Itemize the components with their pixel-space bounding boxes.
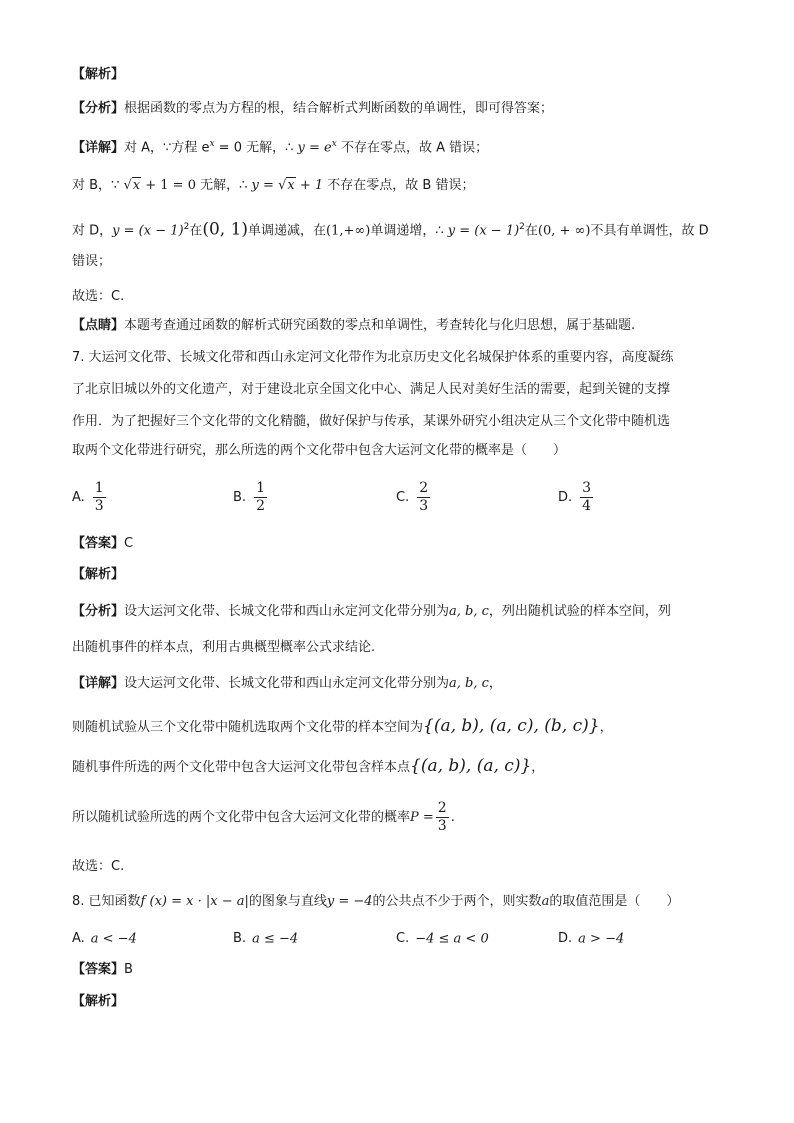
q6-d-int3: (0, + ∞) [537, 223, 591, 239]
q6-line-d: 对 D，$y = (x - 1)^2$在(0, 1)单调递减，在(1,+∞)单调递增，∴ $y = (x - 1)^2$在(0, + ∞)不具有单调性，故 D [72, 219, 709, 240]
therefore-symbol-icon: ∴ [285, 140, 294, 156]
q7-xiangjie-post: ， [488, 676, 502, 691]
q8-stem [72, 892, 754, 912]
fraction [93, 480, 106, 515]
option-label: D. [558, 931, 573, 946]
q6-dianjing-text: 本题考查通过函数的解析式研究函数的零点和单调性，考查转化与化归思想，属于基础题. [124, 318, 636, 333]
q7-option-b [233, 480, 269, 515]
q7-fenxi-post: ，列出随机试验的样本空间，列 [488, 604, 671, 619]
numerator: 1 [94, 480, 104, 496]
option-text: −4 ≤ a < 0 [415, 931, 489, 947]
option-label: B. [233, 489, 247, 505]
q8-answer-tag: 【答案】 [72, 962, 125, 977]
q6-jiexi-heading: 【解析】 [72, 67, 125, 82]
q6-d-int2: (1,+∞) [326, 223, 371, 239]
q6-fenxi [72, 99, 754, 119]
q8-stem-mid: 的图象与直线 [248, 894, 327, 909]
denominator: 3 [437, 818, 447, 834]
q7-xiangjie-line4: 所以随机试验所选的两个文化带中包含大运河文化带的概率P = $\frac{2}{3}$ . [72, 800, 455, 834]
q7-fenxi-line1 [72, 602, 754, 622]
q8-option-b [233, 929, 298, 950]
q7-xiangjie-line1 [72, 674, 754, 694]
because-symbol-icon: ∵ [111, 178, 120, 193]
denominator: 3 [94, 498, 104, 514]
numerator: 2 [419, 480, 429, 496]
numerator: 2 [437, 800, 447, 816]
q7-xiangjie-vars: a, b, c [449, 676, 489, 691]
fraction [254, 480, 267, 515]
q8-stem-pre: 8. 已知函数 [72, 894, 141, 909]
q7-stem-line4: 取两个文化带进行研究，那么所选的两个文化带中包含大运河文化带的概率是（ ） [72, 443, 567, 458]
q6-fenxi-text: 根据函数的零点为方程的根，结合解析式判断函数的单调性，即可得答案； [124, 101, 554, 116]
q6-line-b [72, 176, 754, 196]
option-label: B. [233, 931, 247, 946]
q7-option-d [558, 480, 595, 515]
q6-b-post: 不存在零点，故 B 错误； [323, 178, 475, 193]
q6-b-pre: 对 B， [72, 178, 112, 193]
q7-stem-line2: 了北京旧城以外的文化遗产，对于建设北京全国文化中心、满足人民对美好生活的需要，起到关键的支撑 [72, 382, 671, 397]
numerator: 3 [582, 480, 592, 496]
denominator: 3 [419, 498, 429, 514]
q6-d-post: 不具有单调性，故 D [590, 223, 709, 239]
q7-option-c [396, 480, 432, 515]
q8-stem-end: 的取值范围是（ ） [549, 894, 680, 909]
q6-a-post: 不存在零点，故 A 错误； [336, 140, 489, 156]
therefore-symbol-icon: ∴ [435, 223, 444, 239]
q6-guxuan: 故选：C. [72, 289, 125, 304]
q6-d-dec: 单调递减，在 [248, 223, 327, 239]
therefore-symbol-icon: ∴ [239, 178, 248, 193]
q8-var: a [541, 894, 550, 909]
q6-dianjing-tag: 【点睛】 [72, 318, 125, 333]
q7-sample-points: {(a, b), (a, c)} [410, 756, 532, 776]
option-label: A. [72, 489, 85, 505]
denominator: 2 [256, 498, 265, 514]
q8-jiexi-heading: 【解析】 [72, 994, 125, 1009]
q6-d-in-2: 在 [524, 223, 538, 239]
q7-xiangjie-text: 设大运河文化带、长城文化带和西山永定河文化带分别为 [124, 676, 450, 691]
q6-a-eq: = 0 无解， [214, 140, 286, 156]
q6-a-pre: 对 A， [124, 140, 164, 156]
q7-answer-value: C [124, 536, 134, 551]
q7-prob-p: P = [410, 810, 434, 825]
option-text: a > −4 [578, 931, 625, 947]
q6-d-int1: (0, 1) [202, 219, 249, 240]
q7-stem-line3: 作用．为了把握好三个文化带的文化精髓，做好保护与传承，某课外研究小组决定从三个文化带中随机选 [72, 414, 671, 429]
fraction [580, 480, 593, 515]
q8-line: y = −4 [326, 894, 373, 909]
q6-dianjing [72, 316, 754, 336]
q7-xiangjie-tag: 【详解】 [72, 676, 125, 691]
q7-option-a [72, 480, 108, 515]
q7-sample-points-text: 随机事件所选的两个文化带中包含大运河文化带包含样本点 [72, 760, 411, 775]
q7-fenxi-text: 设大运河文化带、长城文化带和西山永定河文化带分别为 [124, 604, 450, 619]
q6-b-eq: + 1 = 0 无解， [141, 178, 240, 193]
q8-stem-post: 的公共点不少于两个，则实数 [372, 894, 542, 909]
q7-fenxi-tag: 【分析】 [72, 604, 125, 619]
sqrt-x: √x [123, 178, 141, 193]
denominator: 4 [582, 498, 592, 514]
numerator: 1 [256, 480, 265, 496]
q6-d-in: 在 [189, 223, 203, 239]
option-label: C. [396, 931, 410, 946]
fraction [417, 480, 430, 515]
q6-d-pre: 对 D， [72, 223, 113, 239]
q7-sample-space: {(a, b), (a, c), (b, c)} [423, 716, 600, 736]
q7-answer [72, 534, 754, 554]
q7-answer-tag: 【答案】 [72, 536, 125, 551]
q7-jiexi-heading: 【解析】 [72, 567, 125, 582]
q8-option-a [72, 929, 137, 950]
q8-option-c [396, 929, 489, 950]
q7-prob-text: 所以随机试验所选的两个文化带中包含大运河文化带的概率 [72, 810, 411, 825]
q7-prob-fraction [436, 800, 449, 835]
q6-d-fn: y = (x − 1) [112, 223, 184, 239]
option-text: a ≤ −4 [252, 931, 299, 947]
q8-function: f (x) = x · |x − a| [140, 894, 249, 909]
q6-b-fn: y = √x + 1 [251, 178, 324, 193]
q6-xiangjie-tag: 【详解】 [72, 140, 125, 156]
because-symbol-icon: ∵ [163, 140, 172, 156]
q8-answer [72, 960, 754, 980]
option-label: C. [396, 489, 410, 505]
q7-stem-line1: 7. 大运河文化带、长城文化带和西山永定河文化带作为北京历史文化名城保护体系的重要内容，高度凝练 [72, 350, 674, 365]
option-label: A. [72, 931, 85, 946]
q7-sample-space-text: 则随机试验从三个文化带中随机选取两个文化带的样本空间为 [72, 720, 424, 735]
q6-d-inc: 单调递增， [370, 223, 436, 239]
q7-fenxi-line2: 出随机事件的样本点，利用古典概型概率公式求结论. [72, 640, 376, 655]
q6-a-fn: y = e [297, 140, 332, 156]
q7-xiangjie-line3: 随机事件所选的两个文化带中包含大运河文化带包含样本点{(a, b), (a, c)}， [72, 756, 545, 776]
option-text: a < −4 [90, 931, 137, 947]
q8-option-d [558, 929, 624, 950]
q6-xiangjie-a: 【详解】对 A，∵方程 $e^x = 0$ 无解，∴ $y = e^x$ 不存在零点，故 A 错误； [72, 139, 489, 156]
q7-fenxi-vars: a, b, c [449, 604, 489, 619]
option-label: D. [558, 489, 573, 505]
q6-fenxi-tag: 【分析】 [72, 101, 125, 116]
q6-a-mid: 方程 e [171, 140, 210, 156]
q6-d-cont: 错误； [72, 254, 112, 269]
q6-d-fn-2: y = (x − 1) [447, 223, 520, 239]
q7-xiangjie-line2: 则随机试验从三个文化带中随机选取两个文化带的样本空间为{(a, b), (a, c), (b, c)}， [72, 716, 613, 736]
q7-guxuan: 故选：C. [72, 859, 125, 874]
q8-answer-value: B [124, 962, 133, 977]
